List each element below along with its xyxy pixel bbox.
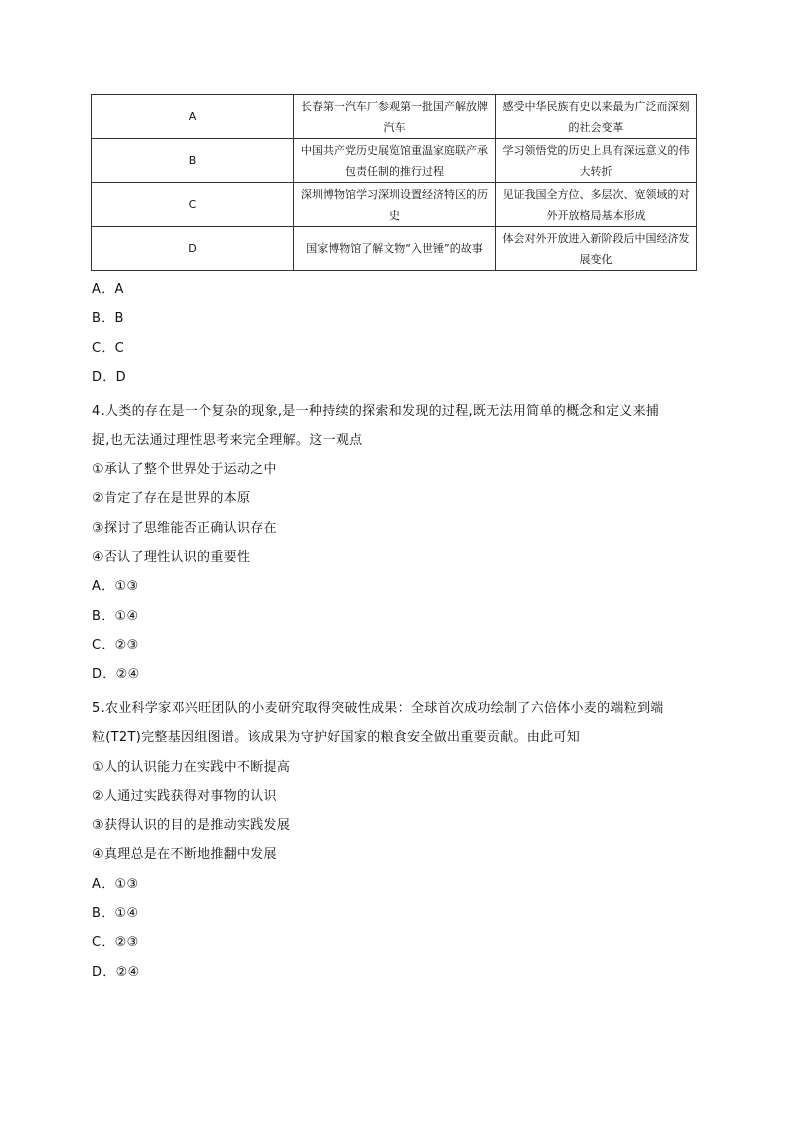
q3-option-d[interactable]: D．D	[92, 370, 126, 385]
q5-option-b[interactable]: B．①④	[92, 906, 139, 921]
q3-option-b[interactable]: B．B	[92, 311, 124, 326]
q4-option-d[interactable]: D．②④	[92, 667, 140, 682]
table-row	[92, 227, 697, 271]
q4-option-a[interactable]: A．①③	[92, 579, 139, 594]
row-key: D	[92, 227, 294, 271]
row-key: B	[92, 139, 294, 183]
q5-item-3: ③获得认识的目的是推动实践发展	[92, 818, 291, 833]
q4-item-3: ③探讨了思维能否正确认识存在	[92, 521, 277, 536]
q4-item-4: ④否认了理性认识的重要性	[92, 550, 251, 565]
row-insight: 体会对外开放进入新阶段后中国经济发展变化	[496, 227, 697, 271]
q3-option-c[interactable]: C．C	[92, 341, 125, 356]
row-insight: 感受中华民族有史以来最为广泛而深刻的社会变革	[496, 95, 697, 139]
q4-stem-line2: 捉,也无法通过理性思考来完全理解。这一观点	[92, 433, 363, 448]
q5-option-c[interactable]: C．②③	[92, 935, 139, 950]
row-place: 长春第一汽车厂参观第一批国产解放牌汽车	[294, 95, 496, 139]
row-key: A	[92, 95, 294, 139]
q5-item-2: ②人通过实践获得对事物的认识	[92, 789, 277, 804]
q5-option-d[interactable]: D．②④	[92, 965, 140, 980]
q5-option-a[interactable]: A．①③	[92, 877, 139, 892]
table-row	[92, 95, 697, 139]
row-key: C	[92, 183, 294, 227]
row-insight: 见证我国全方位、多层次、宽领域的对外开放格局基本形成	[496, 183, 697, 227]
q4-item-1: ①承认了整个世界处于运动之中	[92, 462, 277, 477]
table-row	[92, 183, 697, 227]
q5-item-4: ④真理总是在不断地推翻中发展	[92, 847, 277, 862]
q4-item-2: ②肯定了存在是世界的本原	[92, 491, 251, 506]
row-insight: 学习领悟党的历史上具有深远意义的伟大转折	[496, 139, 697, 183]
q5-stem-line2: 粒(T2T)完整基因组图谱。该成果为守护好国家的粮食安全做出重要贡献。由此可知	[92, 730, 580, 745]
answer-options-table	[91, 94, 697, 271]
q4-option-b[interactable]: B．①④	[92, 609, 139, 624]
row-place: 国家博物馆了解文物“入世锤”的故事	[294, 227, 496, 271]
q4-stem-line1: 4.人类的存在是一个复杂的现象,是一种持续的探索和发现的过程,既无法用简单的概念和定义来捕	[92, 404, 660, 419]
q5-item-1: ①人的认识能力在实践中不断提高	[92, 760, 291, 775]
table-row	[92, 139, 697, 183]
row-place: 中国共产党历史展览馆重温家庭联产承包责任制的推行过程	[294, 139, 496, 183]
row-place: 深圳博物馆学习深圳设置经济特区的历史	[294, 183, 496, 227]
q4-option-c[interactable]: C．②③	[92, 638, 139, 653]
q5-stem-line1: 5.农业科学家邓兴旺团队的小麦研究取得突破性成果：全球首次成功绘制了六倍体小麦的端粒到端	[92, 701, 664, 716]
q3-option-a[interactable]: A．A	[92, 282, 124, 297]
